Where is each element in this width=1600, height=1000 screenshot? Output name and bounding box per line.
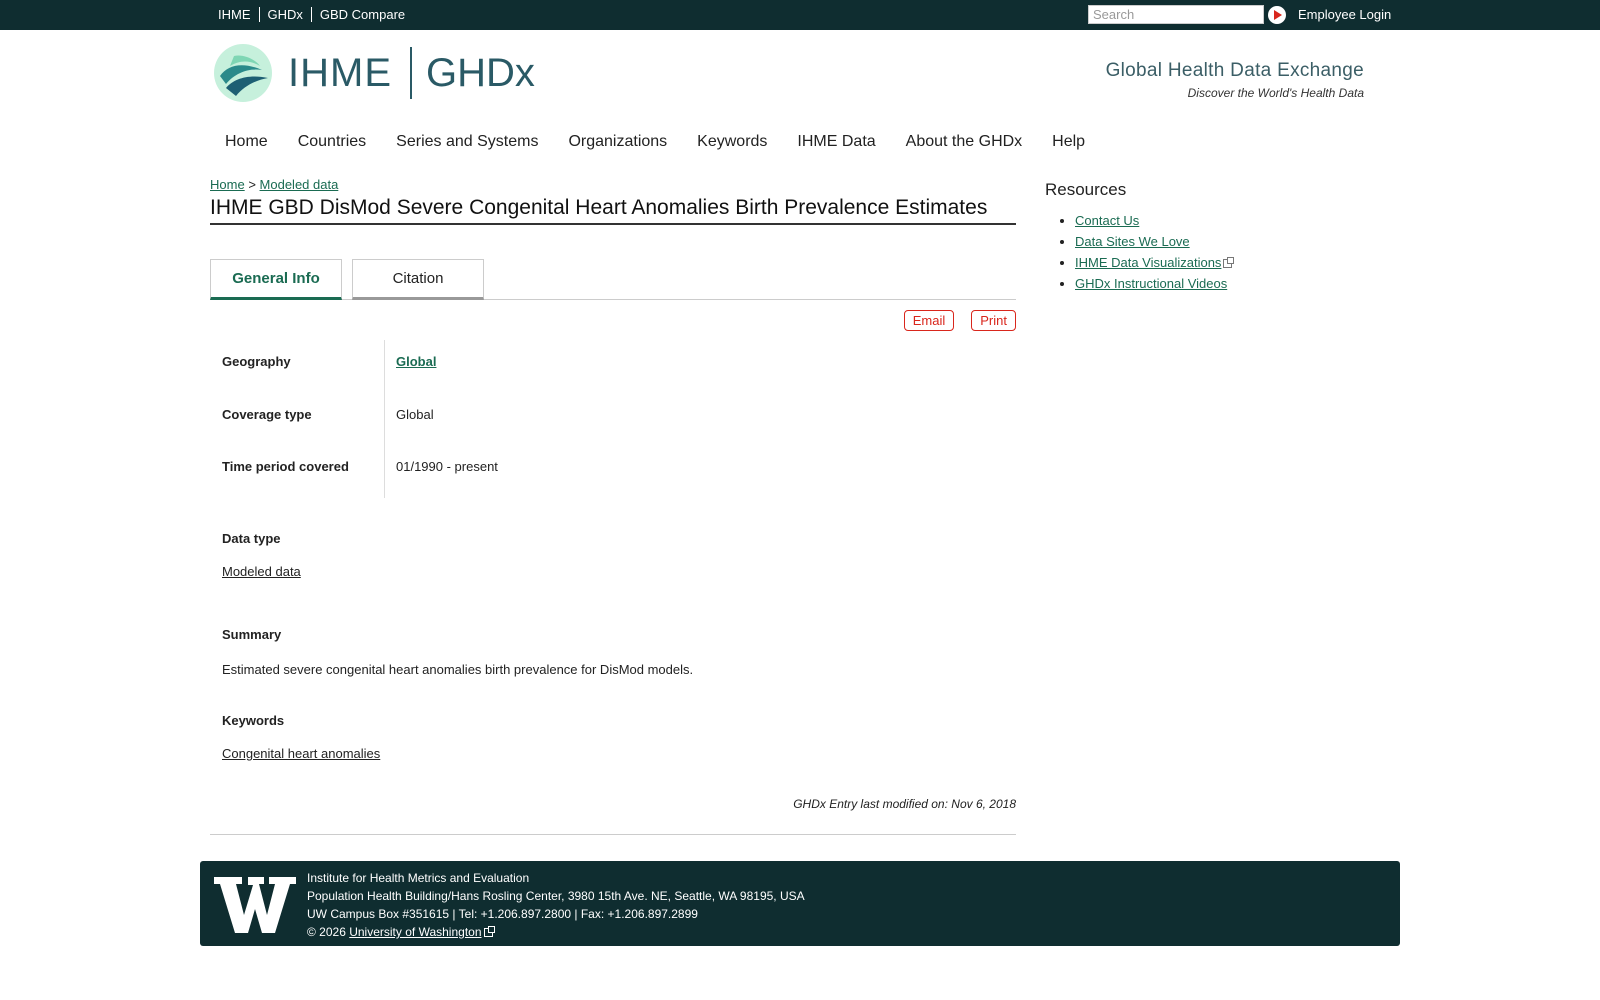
footer-address [307, 869, 805, 941]
breadcrumb-modeled-data[interactable]: Modeled data [259, 177, 339, 192]
coverage-type-label: Coverage type [222, 407, 312, 422]
logo-ihme-text: IHME [288, 50, 392, 95]
coverage-type-value: Global [396, 407, 434, 422]
top-link-ghdx[interactable]: GHDx [259, 7, 311, 22]
data-type-link[interactable]: Modeled data [222, 564, 301, 579]
geography-label: Geography [222, 354, 291, 369]
nav-series-and-systems[interactable]: Series and Systems [396, 133, 539, 150]
nav-ihme-data[interactable]: IHME Data [797, 133, 876, 150]
external-link-icon [1223, 259, 1232, 268]
nav-about-the-ghdx[interactable]: About the GHDx [905, 133, 1023, 150]
top-link-ihme[interactable]: IHME [218, 7, 251, 22]
university-of-washington-link[interactable]: University of Washington [349, 925, 482, 939]
site-footer [200, 861, 1400, 946]
external-link-icon [484, 928, 493, 937]
top-link-gbd-compare[interactable]: GBD Compare [311, 7, 413, 22]
last-modified-text: GHDx Entry last modified on: Nov 6, 2018 [793, 797, 1016, 811]
uw-w-logo-icon[interactable] [214, 877, 296, 933]
list-item [1075, 277, 1232, 291]
site-tagline [1106, 60, 1364, 100]
data-type-heading: Data type [222, 531, 281, 546]
breadcrumb-separator: > [248, 177, 256, 192]
logo-ghdx-text: GHDx [426, 50, 535, 95]
search-submit-button[interactable] [1268, 6, 1286, 24]
resources-list [1045, 214, 1232, 298]
time-period-value: 01/1990 - present [396, 459, 498, 474]
tab-citation[interactable]: Citation [352, 259, 484, 300]
main-nav [210, 133, 1100, 151]
geography-value-link[interactable]: Global [396, 354, 437, 369]
print-button[interactable]: Print [971, 310, 1016, 331]
search-input[interactable] [1088, 5, 1264, 24]
play-arrow-icon [1274, 10, 1282, 20]
footer-address-line: Population Health Building/Hans Rosling Center, 3980 15th Ave. NE, Seattle, WA 98195, USA [307, 889, 805, 903]
page-actions [904, 310, 1016, 331]
email-button[interactable]: Email [904, 310, 955, 331]
info-row-time-period [222, 445, 822, 497]
ihme-ghdx-logo[interactable] [214, 42, 535, 104]
footer-copyright-line [307, 923, 805, 941]
nav-help[interactable]: Help [1052, 133, 1086, 150]
top-bar [0, 0, 1600, 30]
ghdx-instructional-videos-link[interactable]: GHDx Instructional Videos [1075, 276, 1228, 291]
summary-heading: Summary [222, 627, 282, 642]
tagline-title: Global Health Data Exchange [1105, 60, 1364, 81]
employee-login-link[interactable]: Employee Login [1298, 7, 1392, 22]
keyword-link[interactable]: Congenital heart anomalies [222, 746, 381, 761]
list-item [1075, 256, 1232, 270]
time-period-label: Time period covered [222, 459, 349, 474]
footer-copyright: © 2026 [307, 925, 346, 939]
footer-contact-line: UW Campus Box #351615 | Tel: +1.206.897.2800 | Fax: +1.206.897.2899 [307, 907, 698, 921]
content-divider [210, 834, 1016, 835]
ihme-logo-icon [214, 44, 272, 102]
top-links [210, 7, 413, 22]
contact-us-link[interactable]: Contact Us [1075, 213, 1140, 228]
breadcrumb-home[interactable]: Home [210, 177, 245, 192]
list-item [1075, 235, 1232, 249]
keywords-heading: Keywords [222, 713, 285, 728]
logo-divider [410, 47, 412, 99]
nav-keywords[interactable]: Keywords [697, 133, 768, 150]
summary-text: Estimated severe congenital heart anomalies birth prevalence for DisMod models. [222, 662, 694, 677]
nav-home[interactable]: Home [225, 133, 268, 150]
tab-general-info[interactable]: General Info [210, 259, 342, 300]
tagline-subtitle: Discover the World's Health Data [1187, 86, 1364, 100]
page-title: IHME GBD DisMod Severe Congenital Heart Anomalies Birth Prevalence Estimates [210, 196, 1016, 225]
info-row-coverage [222, 393, 822, 445]
footer-institute: Institute for Health Metrics and Evaluation [307, 871, 530, 885]
ihme-data-visualizations-link[interactable]: IHME Data Visualizations [1075, 255, 1222, 270]
breadcrumb [210, 177, 338, 192]
nav-countries[interactable]: Countries [297, 133, 367, 150]
nav-organizations[interactable]: Organizations [568, 133, 668, 150]
resources-heading: Resources [1045, 180, 1127, 199]
tab-bar [210, 259, 1016, 300]
list-item [1075, 214, 1232, 228]
info-row-geography [222, 340, 822, 392]
data-sites-we-love-link[interactable]: Data Sites We Love [1075, 234, 1190, 249]
